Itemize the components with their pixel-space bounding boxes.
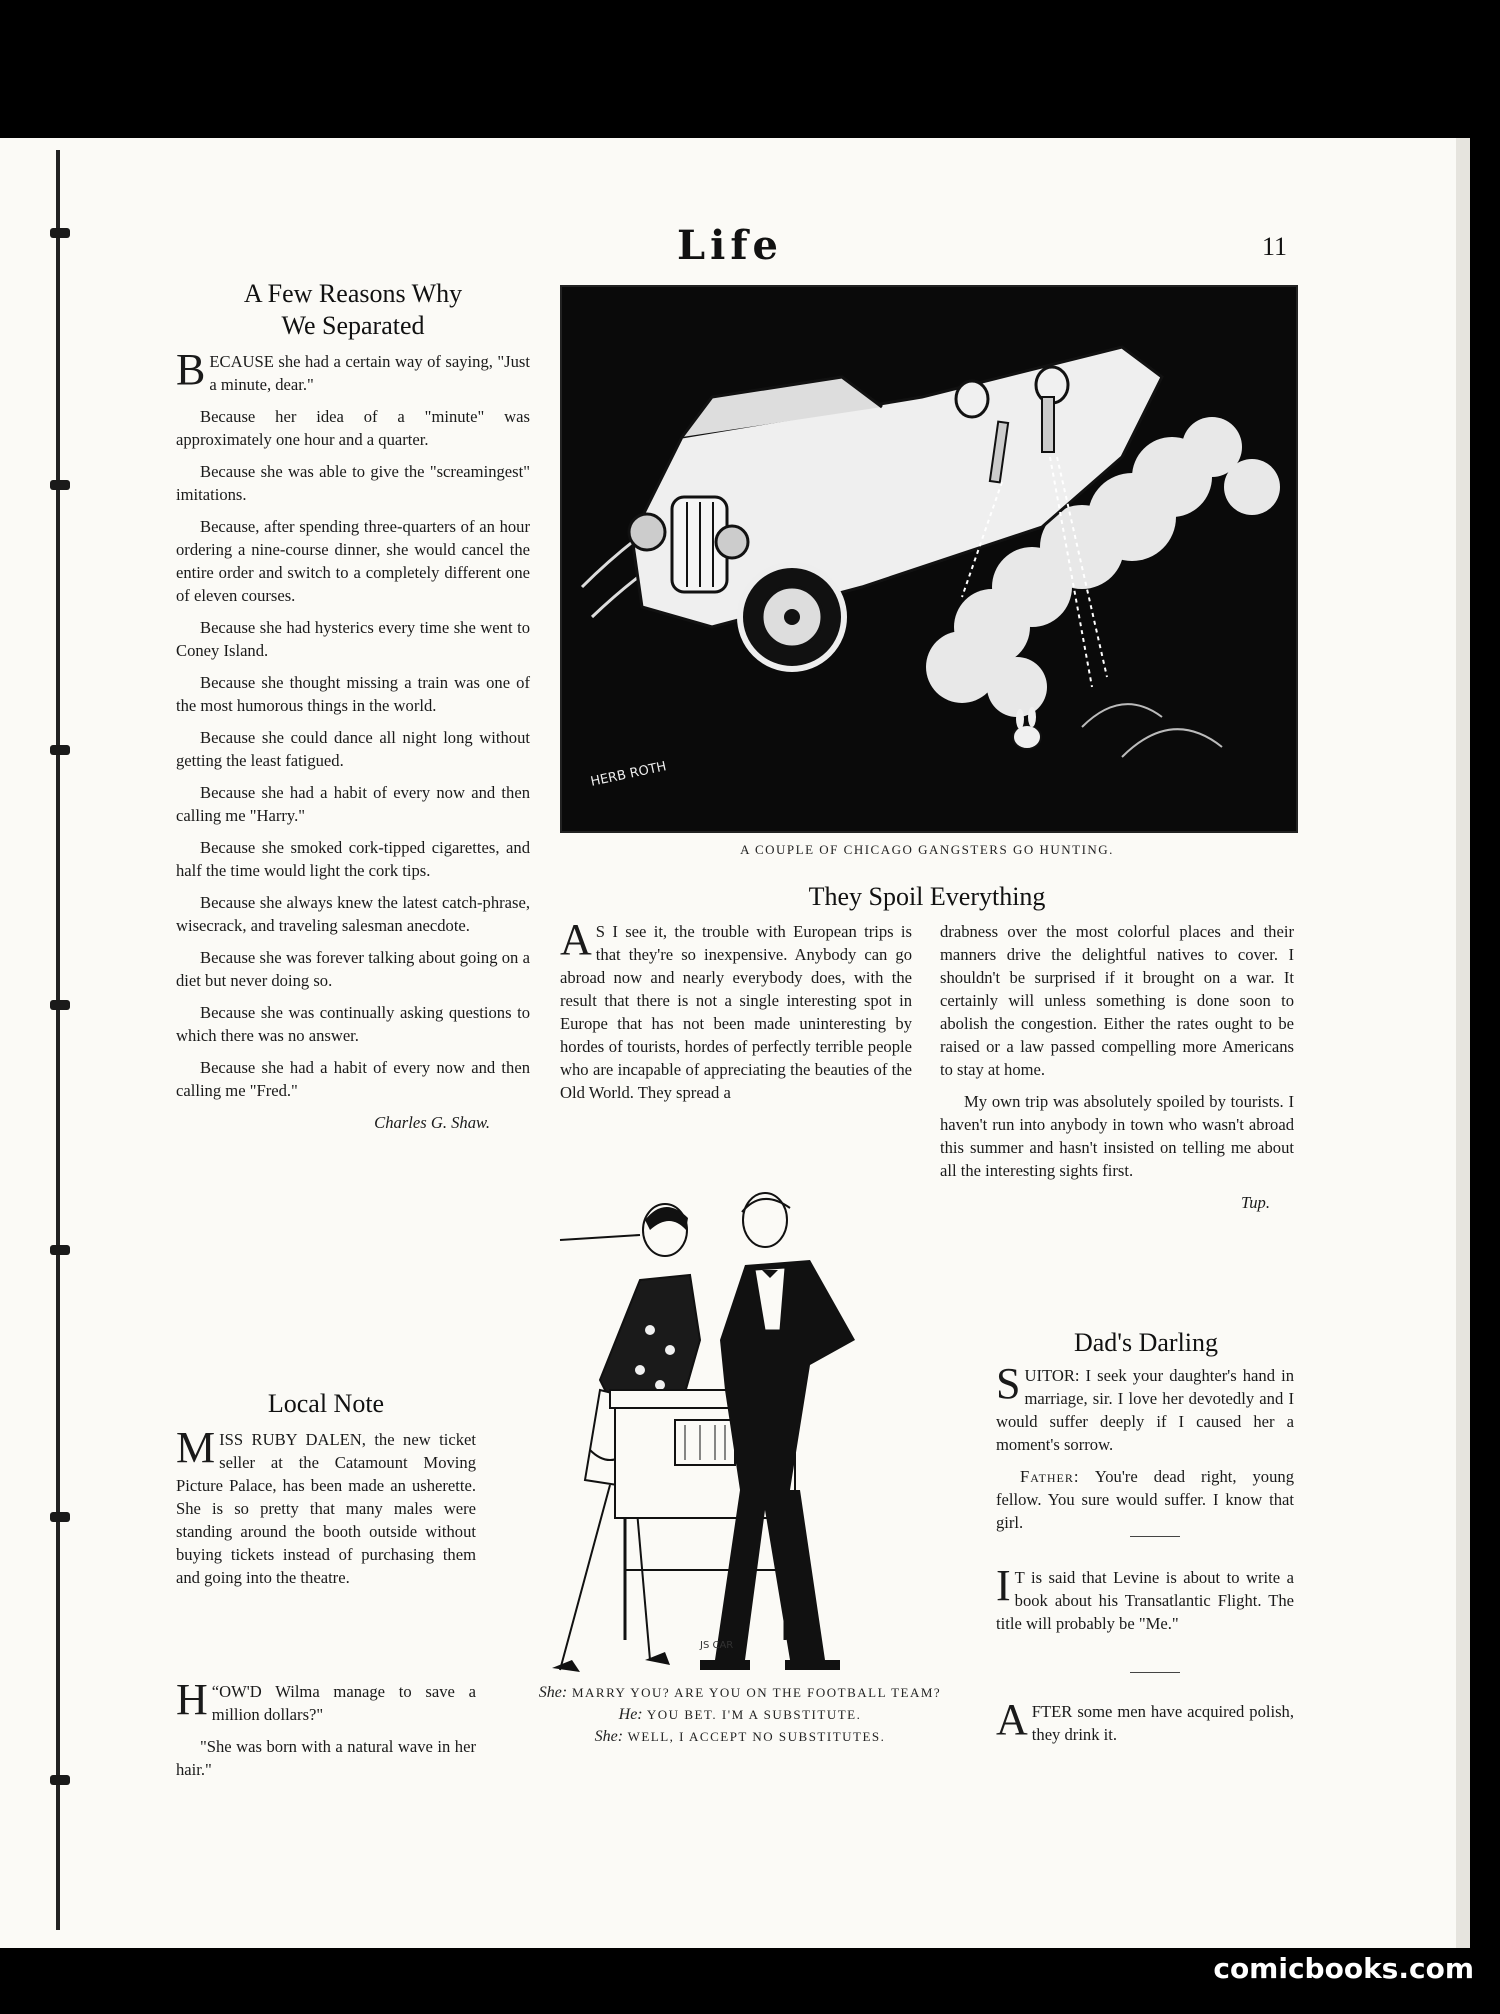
polish-dropcap: A [996, 1695, 1028, 1744]
caption-line-3 [500, 1726, 980, 1748]
reasons-paragraph: Because she was able to give the "screamingest" imitations. [176, 462, 530, 504]
caption-text: WELL, I ACCEPT NO SUBSTITUTES. [627, 1729, 886, 1744]
reasons-title-line1: A Few Reasons Why [243, 279, 463, 308]
reasons-paragraph: Because she smoked cork-tipped cigarettes, and half the time would light the cork tips. [176, 838, 530, 880]
reasons-first-text: ECAUSE she had a certain way of saying, "Just a minute, dear." [209, 352, 530, 394]
car-cartoon-signature: HERB ROTH [589, 759, 668, 790]
spoil-column-2 [940, 920, 1294, 1214]
local-note-text [176, 1423, 476, 1589]
reasons-paragraph: Because she could dance all night long without getting the least fatigued. [176, 728, 530, 770]
caption-speaker: She: [538, 1684, 568, 1701]
binding-stitch [50, 228, 70, 238]
reasons-title [176, 278, 530, 342]
dads-darling-article [996, 1359, 1294, 1543]
wilma-dropcap: H [176, 1675, 208, 1724]
dads-darling-suitor [996, 1359, 1294, 1456]
wilma-question: “ H OW'D Wilma manage to save a million dollars?" [176, 1675, 476, 1724]
caption-line-1 [500, 1682, 980, 1704]
father-label: Father: [1020, 1467, 1080, 1486]
local-note-dropcap: M [176, 1423, 216, 1472]
reasons-paragraph: Because she had hysterics every time she went to Coney Island. [176, 618, 530, 660]
levine-text [996, 1561, 1294, 1635]
spoil-col2-text: My own trip was absolutely spoiled by tourists. I haven't run into anybody in town who wasn't abroad this summer and hasn't insisted on telling me about all the interesting sights first. [940, 1092, 1294, 1180]
reasons-dropcap: B [176, 345, 206, 394]
spoil-title: They Spoil Everything [808, 882, 1046, 911]
reasons-paragraph: Because she was forever talking about going on a diet but never doing so. [176, 948, 530, 990]
reasons-first-paragraph [176, 345, 530, 396]
wilma-answer: "She was born with a natural wave in her hair." [176, 1737, 476, 1779]
binding-stitch [50, 1775, 70, 1785]
reasons-paragraph: Because, after spending three-quarters of an hour ordering a nine-course dinner, she would cancel the entire order and switch to a completely different one of eleven courses. [176, 517, 530, 605]
levine-joke [996, 1561, 1294, 1644]
wilma-joke [176, 1675, 476, 1790]
divider [1130, 1536, 1180, 1537]
caption-line-2 [500, 1704, 980, 1726]
reasons-title-line2: We Separated [281, 311, 425, 340]
binding-stitch [50, 1245, 70, 1255]
dads-darling-suitor-text: UITOR: I seek your daughter's hand in marriage, sir. I love her devotedly and I would suffer deeply if I caused her a moment's sorrow. [996, 1366, 1294, 1454]
spoil-col1-body: S I see it, the trouble with European trips is that they're so inexpensive. Anybody can go abroad now and nearly everybody does, with the result that there is not a single interesting spot in Europe that has not been made uninteresting by hordes of tourists, hordes of perfectly terrible people who are incapable of appreciating the beauties of the Old World. They spread a [560, 922, 912, 1102]
masthead: Life [677, 222, 783, 269]
reasons-signature: Charles G. Shaw. [374, 1113, 490, 1132]
dads-darling-title: Dad's Darling [1073, 1328, 1219, 1357]
levine-body: T is said that Levine is about to write a book about his Transatlantic Flight. The title will probably be "Me." [996, 1568, 1294, 1633]
polish-joke [996, 1695, 1294, 1755]
reasons-paragraph: Because she had a habit of every now and then calling me "Harry." [176, 783, 530, 825]
watermark: comicbooks.com [1213, 1952, 1474, 1985]
page-number: 11 [1262, 232, 1288, 261]
dance-cartoon-illustration [500, 1190, 980, 1680]
binding-stitch [50, 1512, 70, 1522]
reasons-paragraph: Because she had a habit of every now and then calling me "Fred." [176, 1058, 530, 1100]
page-binding [56, 150, 60, 1930]
reasons-article [176, 278, 530, 1134]
spoil-signature: Tup. [1240, 1193, 1270, 1212]
local-note-article [176, 1388, 476, 1598]
reasons-paragraph: Because her idea of a "minute" was approximately one hour and a quarter. [176, 407, 530, 449]
binding-stitch [50, 745, 70, 755]
dance-cartoon-caption [500, 1682, 980, 1748]
caption-speaker: He: [618, 1706, 643, 1723]
dads-darling-dropcap: S [996, 1359, 1021, 1408]
gangster-car-cartoon [560, 285, 1298, 833]
local-note-title: Local Note [267, 1389, 385, 1418]
dance-cartoon [500, 1190, 980, 1680]
binding-stitch [50, 1000, 70, 1010]
caption-text: YOU BET. I'M A SUBSTITUTE. [646, 1707, 862, 1722]
polish-text [996, 1695, 1294, 1746]
spoil-col1-text [560, 915, 912, 1104]
spoil-column-1 [560, 915, 912, 1113]
levine-dropcap: I [996, 1561, 1011, 1610]
gangster-car-illustration [562, 287, 1296, 831]
father-text: You're dead right, young fellow. You sure would suffer. I know that girl. [996, 1467, 1294, 1532]
local-note-body: ISS RUBY DALEN, the new ticket seller at the Catamount Moving Picture Palace, has been made an usherette. She is so pretty that many males were standing around the booth outside without buying tickets instead of purchasing them and going into the theatre. [176, 1430, 476, 1587]
reasons-paragraph: Because she thought missing a train was one of the most humorous things in the world. [176, 673, 530, 715]
car-cartoon-caption: A COUPLE OF CHICAGO GANGSTERS GO HUNTING. [740, 842, 1114, 857]
caption-text: MARRY YOU? ARE YOU ON THE FOOTBALL TEAM? [571, 1685, 942, 1700]
reasons-paragraph: Because she was continually asking questions to which there was no answer. [176, 1003, 530, 1045]
spoil-col2-text: drabness over the most colorful places and their manners drive the delightful natives to cover. I shouldn't be surprised if it brought on a war. It certainly will unless something is done soon to abolish the congestion. Either the rates ought to be raised or a law passed compelling more Americans to stay at home. [940, 922, 1294, 1079]
spoil-dropcap: A [560, 915, 592, 964]
dads-darling-father [996, 1465, 1294, 1534]
divider [1130, 1672, 1180, 1673]
polish-body: FTER some men have acquired polish, they drink it. [1031, 1702, 1294, 1744]
binding-stitch [50, 480, 70, 490]
dance-cartoon-signature: JS CAR [700, 1640, 734, 1651]
wilma-question-text: OW'D Wilma manage to save a million dollars?" [211, 1682, 476, 1724]
reasons-paragraph: Because she always knew the latest catch-phrase, wisecrack, and traveling salesman anecdote. [176, 893, 530, 935]
caption-speaker: She: [594, 1728, 624, 1745]
